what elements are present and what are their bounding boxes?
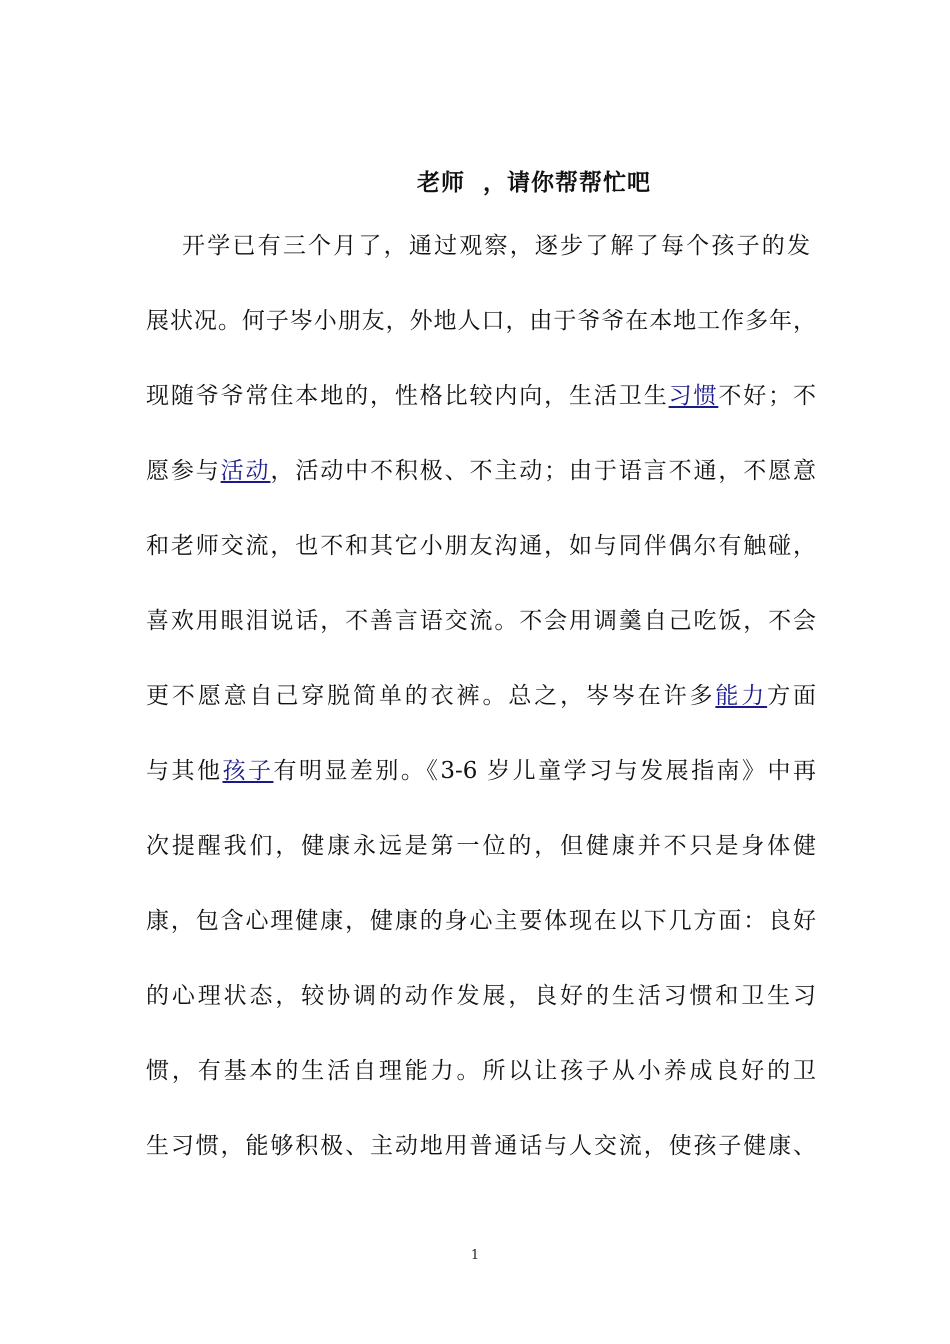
line-text: 现随爷爷常住本地的，性格比较内向，生活卫生 (146, 383, 669, 409)
line-text: 方面 (767, 683, 817, 709)
paragraph-line (146, 451, 816, 491)
line-text: 与其他 (146, 758, 223, 784)
paragraph-line (146, 826, 816, 866)
link-habit[interactable]: 习惯 (668, 383, 719, 409)
paragraph-line (146, 601, 816, 641)
paragraph-line (146, 1051, 816, 1091)
document-title: 老师 ，请你帮帮忙吧 (416, 169, 651, 196)
line-text: 的心理状态，较协调的动作发展，良好的生活习惯和卫生习 (146, 983, 816, 1009)
paragraph-line (146, 901, 816, 941)
line-text: 喜欢用眼泪说话，不善言语交流。不会用调羹自己吃饭，不会 (146, 608, 816, 634)
paragraph-line (182, 226, 810, 266)
line-text: ，活动中不积极、不主动；由于语言不通，不愿意 (270, 458, 817, 484)
link-child[interactable]: 孩子 (222, 758, 274, 784)
paragraph-line (146, 1126, 816, 1166)
page-number: 1 (470, 1248, 480, 1263)
paragraph-line (146, 301, 816, 341)
link-ability[interactable]: 能力 (715, 683, 768, 709)
line-text: 次提醒我们，健康永远是第一位的，但健康并不只是身体健 (146, 833, 816, 859)
link-activity[interactable]: 活动 (220, 458, 271, 484)
line-text: 康，包含心理健康，健康的身心主要体现在以下几方面：良好 (146, 908, 816, 934)
paragraph-line (146, 526, 816, 566)
paragraph-line (146, 751, 816, 791)
paragraph-line (146, 676, 816, 716)
line-text: 不好；不 (718, 383, 817, 409)
line-text: 生习惯，能够积极、主动地用普通话与人交流，使孩子健康、 (146, 1133, 816, 1159)
line-text: 和老师交流，也不和其它小朋友沟通，如与同伴偶尔有触碰， (146, 533, 816, 559)
line-text: 开学已有三个月了，通过观察，逐步了解了每个孩子的发 (182, 233, 810, 259)
line-text: 更不愿意自己穿脱简单的衣裤。总之，岑岑在许多 (146, 683, 716, 709)
paragraph-line (146, 376, 816, 416)
line-text: 愿参与 (146, 458, 221, 484)
paragraph-line (146, 976, 816, 1016)
line-text: 有明显差别。《3-6 岁儿童学习与发展指南》中再 (273, 758, 817, 784)
line-text: 惯，有基本的生活自理能力。所以让孩子从小养成良好的卫 (146, 1058, 816, 1084)
line-text: 展状况。何子岑小朋友，外地人口，由于爷爷在本地工作多年， (146, 308, 816, 334)
